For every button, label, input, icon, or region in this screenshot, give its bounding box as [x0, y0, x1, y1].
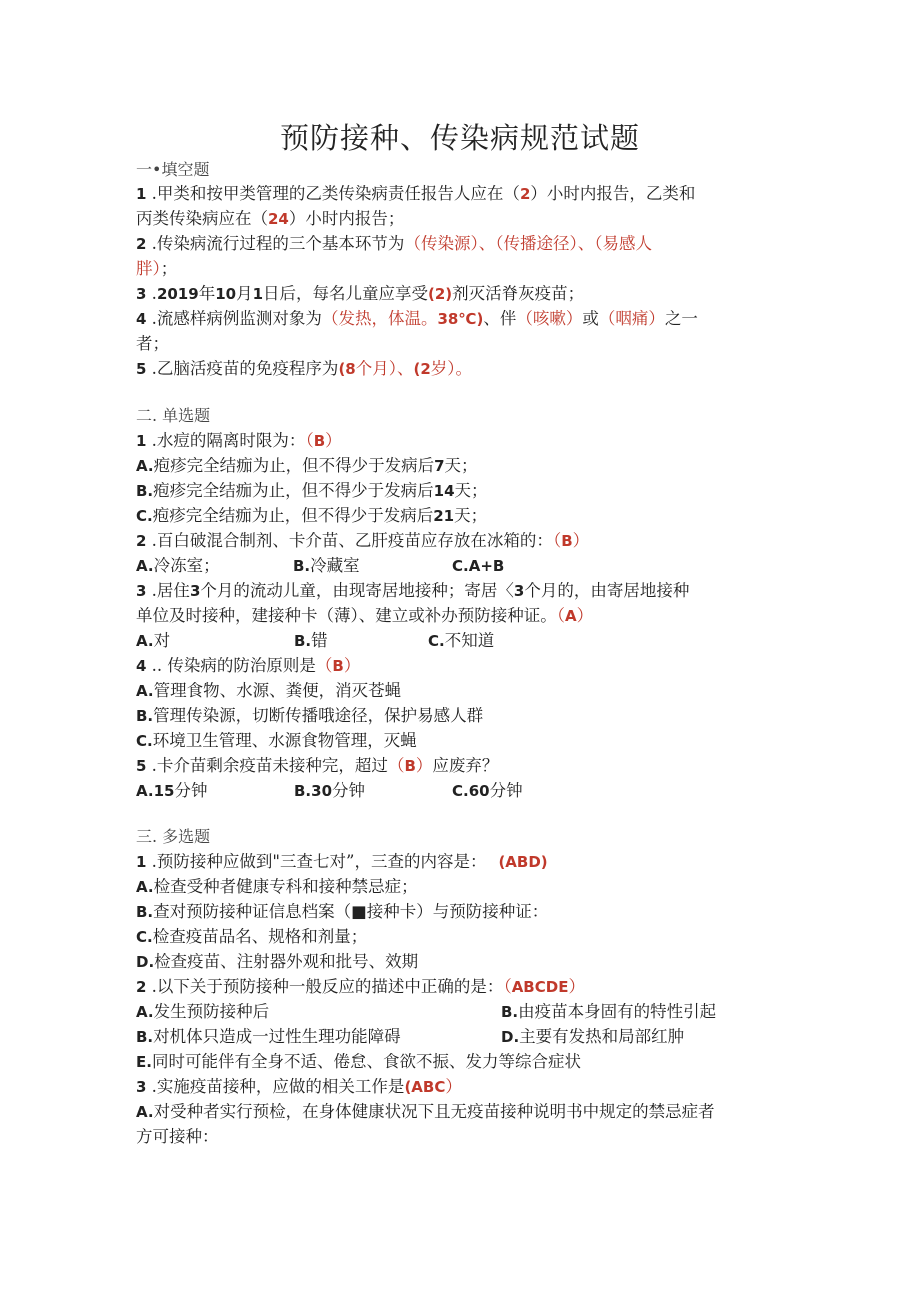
section-multi-choice-heading: 三. 多选题 — [136, 827, 211, 846]
single-q3-line1: 3 .居住3个月的流动儿童，由现寄居地接种；寄居〈3个月的，由寄居地接种 — [136, 581, 690, 600]
multi-q2-option-a: A.发生预防接种后 — [136, 1002, 270, 1021]
multi-q3: 3 .实施疫苗接种，应做的相关工作是(ABC） — [136, 1077, 462, 1096]
multi-q2-option-b: B.由疫苗本身固有的特性引起 — [501, 1002, 717, 1021]
multi-q1-option-c: C.检查疫苗品名、规格和剂量； — [136, 927, 368, 946]
single-q1-option-c: C.疱疹完全结痂为止，但不得少于发病后21天； — [136, 506, 488, 525]
fill-q4-line2: 者； — [136, 334, 169, 353]
multi-q2-option-c: B.对机体只造成一过性生理功能障碍 — [136, 1027, 401, 1046]
single-q5-option-b: B.30分钟 — [294, 781, 366, 800]
single-q2: 2 .百白破混合制剂、卡介苗、乙肝疫苗应存放在冰箱的：（B） — [136, 531, 590, 550]
single-q5-option-a: A.15分钟 — [136, 781, 208, 800]
multi-q1-option-a: A.检查受种者健康专科和接种禁忌症； — [136, 877, 418, 896]
multi-q1-option-d: D.检查疫苗、注射器外观和批号、效期 — [136, 952, 419, 971]
multi-q3-option-a: A.对受种者实行预检，在身体健康状况下且无疫苗接种说明书中规定的禁忌症者 — [136, 1102, 715, 1121]
single-q2-option-a: A.冷冻室； — [136, 556, 220, 575]
single-q3-option-b: B.错 — [294, 631, 328, 650]
fill-q4-line1: 4 .流感样病例监测对象为（发热，体温。38℃)、伴（咳嗽）或（咽痛）之一 — [136, 309, 698, 328]
single-q4-option-c: C.环境卫生管理、水源食物管理，灭蝇 — [136, 731, 417, 750]
single-q4-option-a: A.管理食物、水源、粪便，消灭苍蝇 — [136, 681, 402, 700]
fill-q1-line2: 丙类传染病应在（24）小时内报告； — [136, 209, 405, 228]
single-q1-option-b: B.疱疹完全结痂为止，但不得少于发病后14天； — [136, 481, 488, 500]
single-q3-option-c: C.不知道 — [428, 631, 495, 650]
multi-q1: 1 .预防接种应做到"三查七对”，三查的内容是： (ABD) — [136, 852, 548, 871]
single-q1-option-a: A.疱疹完全结痂为止，但不得少于发病后7天； — [136, 456, 478, 475]
single-q4-option-b: B.管理传染源，切断传播哦途径，保护易感人群 — [136, 706, 484, 725]
single-q3-option-a: A.对 — [136, 631, 171, 650]
multi-q2-option-d: D.主要有发热和局部红肿 — [501, 1027, 685, 1046]
multi-q3-option-a-cont: 方可接种： — [136, 1127, 219, 1146]
fill-q3: 3 .2019年10月1日后，每名儿童应享受(2)剂灭活脊灰疫苗； — [136, 284, 585, 303]
single-q5: 5 .卡介苗剩余疫苗未接种完，超过（B）应废弃？ — [136, 756, 499, 775]
section-fill-blank-heading: 一•填空题 — [136, 160, 210, 179]
single-q3-line2: 单位及时接种，建接种卡（薄）、建立或补办预防接种证。（A） — [136, 606, 594, 625]
multi-q2: 2 .以下关于预防接种一般反应的描述中正确的是：（ABCDE） — [136, 977, 585, 996]
fill-q2-line2: 胖）； — [136, 259, 178, 278]
page-title: 预防接种、传染病规范试题 — [279, 121, 640, 155]
single-q2-option-c: C.A+B — [452, 557, 505, 575]
multi-q2-option-e: E.同时可能伴有全身不适、倦怠、食欲不振、发力等综合症状 — [136, 1052, 581, 1071]
fill-q2-line1: 2 .传染病流行过程的三个基本环节为（传染源）、（传播途径）、（易感人 — [136, 234, 652, 253]
single-q5-option-c: C.60分钟 — [452, 781, 523, 800]
section-single-choice-heading: 二. 单选题 — [136, 406, 211, 425]
single-q1: 1 .水痘的隔离时限为：（B） — [136, 431, 342, 450]
single-q4: 4 .. 传染病的防治原则是（B） — [136, 656, 361, 675]
single-q2-option-b: B.冷藏室 — [293, 556, 360, 575]
multi-q1-option-b: B.查对预防接种证信息档案（■接种卡）与预防接种证： — [136, 902, 549, 921]
fill-q5: 5 .乙脑活疫苗的免疫程序为(8个月）、(2岁）。 — [136, 359, 473, 378]
fill-q1-line1: 1 .甲类和按甲类管理的乙类传染病责任报告人应在（2）小时内报告，乙类和 — [136, 184, 696, 203]
